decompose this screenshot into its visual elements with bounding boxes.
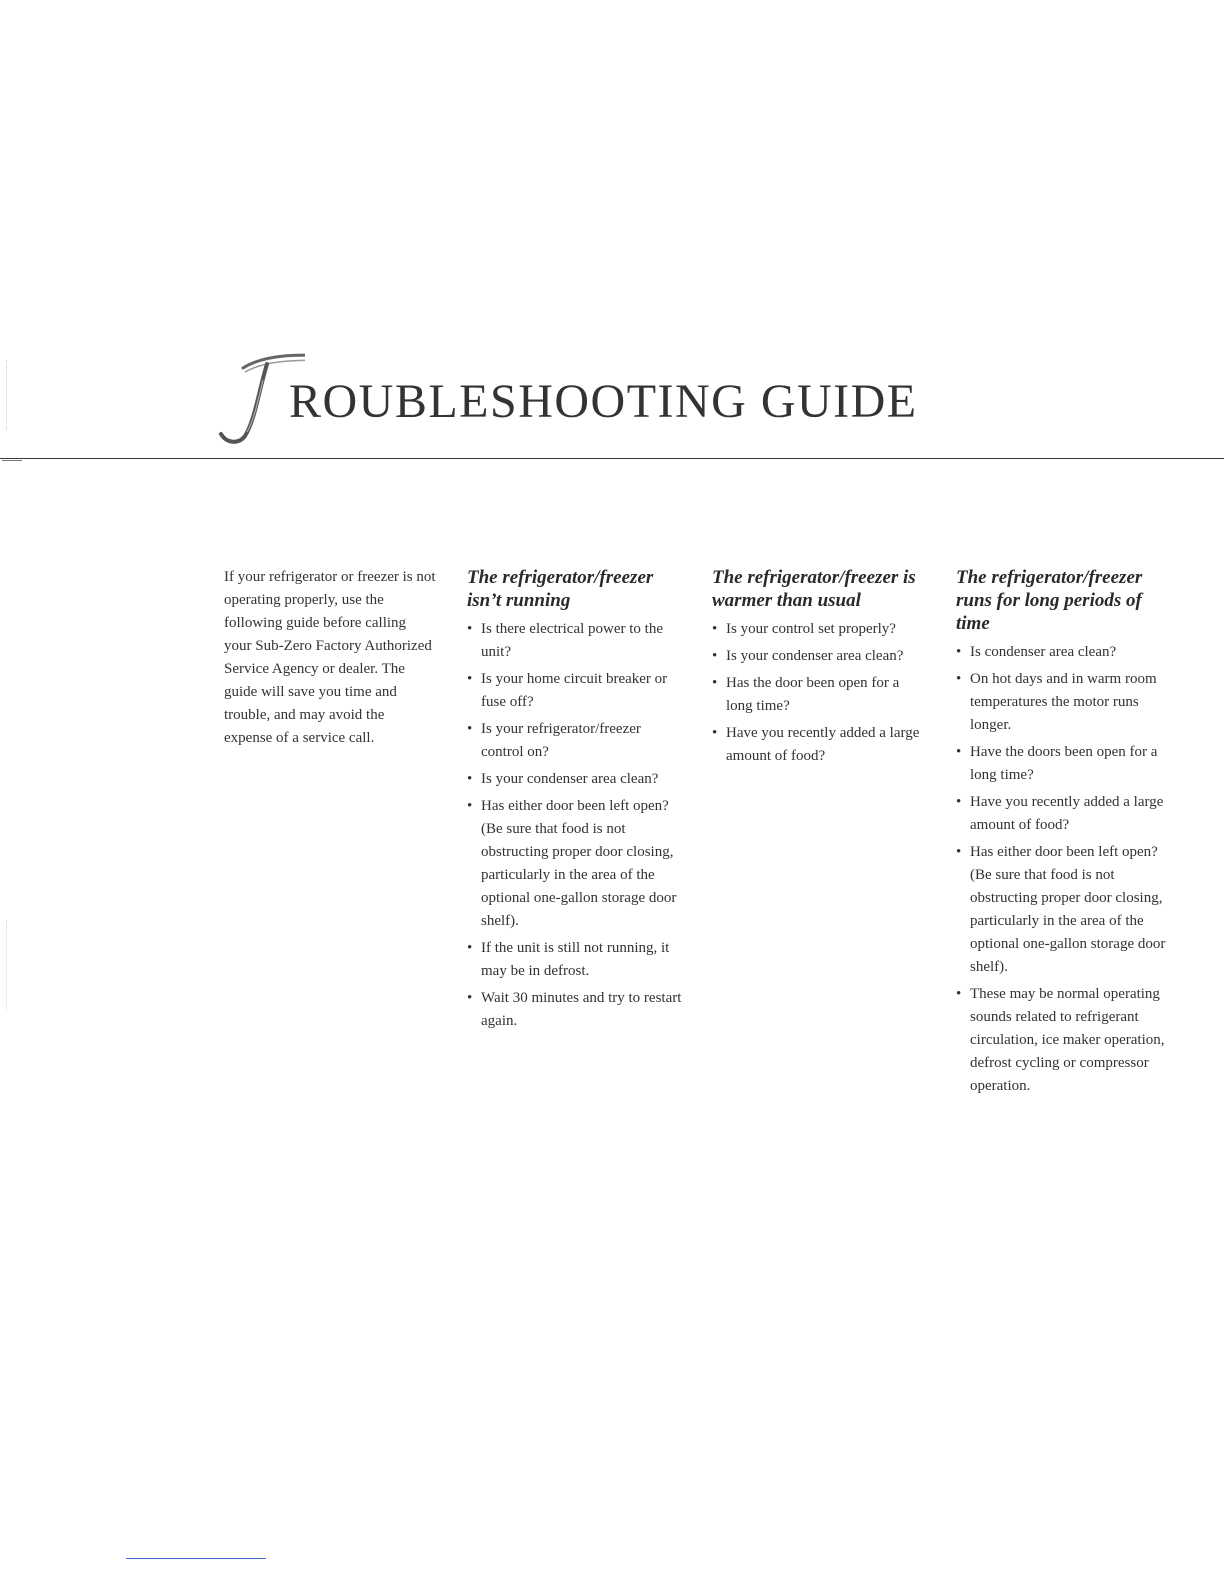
intro-text: If your refrigerator or freezer is not operating properly, use the following guide before calling your Sub-Zero Factory Authorized Service Agency or dealer. The guide will save you time and trouble, and may avoid the expense of a service call. bbox=[224, 569, 436, 746]
list-item: • Have the doors been open for a long time? bbox=[956, 744, 1158, 783]
list-item: • Has either door been left open? (Be sure that food is not obstructing proper door closing, particularly in the area of the optional one-gallon storage door shelf). bbox=[956, 844, 1166, 975]
list-item: • Has either door been left open? (Be sure that food is not obstructing proper door closing, particularly in the area of the optional one-gallon storage door shelf). bbox=[467, 798, 677, 929]
list-item: • Is your control set properly? bbox=[712, 621, 896, 637]
list-item: • Is there electrical power to the unit? bbox=[467, 621, 663, 660]
section-heading: The refrigerator/freezer runs for long periods of time bbox=[956, 567, 1143, 634]
list-item: • Is your condenser area clean? bbox=[712, 648, 904, 664]
list-item: • Have you recently added a large amount of food? bbox=[712, 725, 920, 764]
section-not-running bbox=[467, 566, 683, 1037]
title-rule bbox=[0, 458, 1224, 459]
rule-tick-mark bbox=[2, 460, 22, 461]
footer-link-underline bbox=[126, 1558, 266, 1559]
list-item: • Is your home circuit breaker or fuse off? bbox=[467, 671, 668, 710]
section-heading: The refrigerator/freezer is warmer than usual bbox=[712, 567, 916, 611]
checklist bbox=[467, 618, 683, 1033]
section-warmer-than-usual bbox=[712, 566, 928, 772]
list-item: • Is your condenser area clean? bbox=[467, 771, 659, 787]
scan-edge-marks bbox=[6, 360, 9, 430]
scan-edge-marks bbox=[6, 920, 9, 1010]
list-item: • Is condenser area clean? bbox=[956, 644, 1117, 660]
list-item: • Is your refrigerator/freezer control on? bbox=[467, 721, 641, 760]
section-runs-long-periods bbox=[956, 566, 1172, 1102]
page-title bbox=[215, 350, 1015, 450]
intro-column bbox=[224, 566, 436, 750]
list-item: • Has the door been open for a long time? bbox=[712, 675, 900, 714]
list-item: • On hot days and in warm room temperatures the motor runs longer. bbox=[956, 671, 1157, 733]
list-item: • If the unit is still not running, it may be in defrost. bbox=[467, 940, 670, 979]
checklist bbox=[712, 618, 928, 768]
section-heading: The refrigerator/freezer isn’t running bbox=[467, 567, 654, 611]
list-item: • Wait 30 minutes and try to restart again. bbox=[467, 990, 682, 1029]
checklist bbox=[956, 641, 1172, 1098]
list-item: • Have you recently added a large amount of food? bbox=[956, 794, 1164, 833]
list-item: • These may be normal operating sounds related to refrigerant circulation, ice maker operation, defrost cycling or compressor operation. bbox=[956, 986, 1165, 1094]
title-text: ROUBLESHOOTING GUIDE bbox=[289, 375, 918, 428]
